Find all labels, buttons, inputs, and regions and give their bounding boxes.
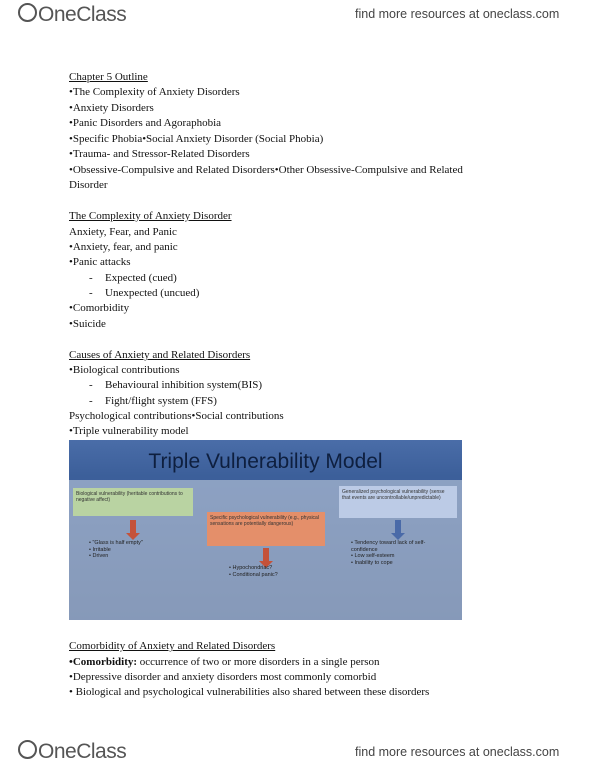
logo-text: OneClass (38, 740, 127, 763)
causes-subitem: Fight/flight system (FFS) (105, 395, 217, 407)
bullet-item: • Low self-esteem (351, 553, 451, 560)
complexity-line: •Comorbidity (69, 302, 130, 314)
complexity-line: •Anxiety, fear, and panic (69, 241, 178, 253)
outline-heading: Chapter 5 Outline (69, 71, 148, 83)
complexity-line: Anxiety, Fear, and Panic (69, 226, 177, 238)
causes-subitem: Behavioural inhibition system(BIS) (105, 379, 263, 391)
list-dash: - (89, 379, 93, 391)
bullet-item: • Hypochondriac? (229, 565, 278, 572)
causes-line: •Triple vulnerability model (69, 425, 189, 437)
triple-vulnerability-slide (69, 440, 462, 620)
right-bullets (351, 540, 451, 566)
down-arrow-icon (130, 520, 136, 534)
comorbidity-line: •Depressive disorder and anxiety disorders most commonly comorbid (69, 671, 377, 683)
outline-item: •Panic Disorders and Agoraphobia (69, 117, 222, 129)
oneclass-logo[interactable] (18, 3, 126, 27)
causes-heading: Causes of Anxiety and Related Disorders (69, 349, 251, 361)
comorbidity-definition-line (69, 656, 380, 669)
list-dash: - (89, 272, 93, 284)
complexity-line: •Panic attacks (69, 256, 131, 268)
complexity-subitem: Unexpected (uncued) (105, 287, 200, 299)
bullet-item: • "Glass is half empty" (89, 540, 143, 547)
outline-item: •Trauma- and Stressor-Related Disorders (69, 148, 250, 160)
comorbidity-line: • Biological and psychological vulnerabilities also shared between these disorders (69, 686, 430, 698)
comorbidity-term: •Comorbidity: (69, 656, 138, 668)
list-dash: - (89, 287, 93, 299)
down-arrow-icon (263, 548, 269, 562)
logo-circle-icon (18, 740, 37, 759)
footer-resources-link[interactable]: find more resources at oneclass.com (355, 745, 560, 759)
center-bullets (229, 565, 278, 578)
biological-vulnerability-box: Biological vulnerability (heritable contributions to negative affect) (73, 488, 193, 516)
outline-item: •Anxiety Disorders (69, 102, 154, 114)
left-bullets (89, 540, 143, 560)
slide-title: Triple Vulnerability Model (148, 450, 383, 473)
bullet-item: • Tendency toward lack of self-confidence (351, 540, 451, 553)
causes-line: Psychological contributions•Social contributions (69, 410, 284, 422)
complexity-line: •Suicide (69, 318, 106, 330)
outline-item: •Specific Phobia•Social Anxiety Disorder (Social Phobia) (69, 133, 324, 145)
outline-item: Disorder (69, 179, 108, 191)
logo-circle-icon (18, 3, 37, 22)
bullet-item: • Irritable (89, 547, 143, 554)
logo-text: OneClass (38, 3, 127, 26)
down-arrow-icon (395, 520, 401, 534)
bullet-item: • Conditional panic? (229, 572, 278, 579)
specific-vulnerability-box: Specific psychological vulnerability (e.g., physical sensations are potentially dangerous) (207, 512, 325, 546)
outline-item: •The Complexity of Anxiety Disorders (69, 86, 240, 98)
generalized-vulnerability-box: Generalized psychological vulnerability (sense that events are uncontrollable/unpredictable) (339, 486, 457, 518)
causes-line: •Biological contributions (69, 364, 180, 376)
comorbidity-heading: Comorbidity of Anxiety and Related Disorders (69, 640, 276, 652)
complexity-subitem: Expected (cued) (105, 272, 177, 284)
bullet-item: • Driven (89, 553, 143, 560)
outline-item: •Obsessive-Compulsive and Related Disorders•Other Obsessive-Compulsive and Related (69, 164, 463, 176)
list-dash: - (89, 395, 93, 407)
comorbidity-definition: occurrence of two or more disorders in a single person (137, 656, 380, 668)
oneclass-logo-footer[interactable] (18, 740, 126, 764)
complexity-heading: The Complexity of Anxiety Disorder (69, 210, 232, 222)
header-resources-link[interactable]: find more resources at oneclass.com (355, 7, 560, 21)
bullet-item: • Inability to cope (351, 560, 451, 567)
